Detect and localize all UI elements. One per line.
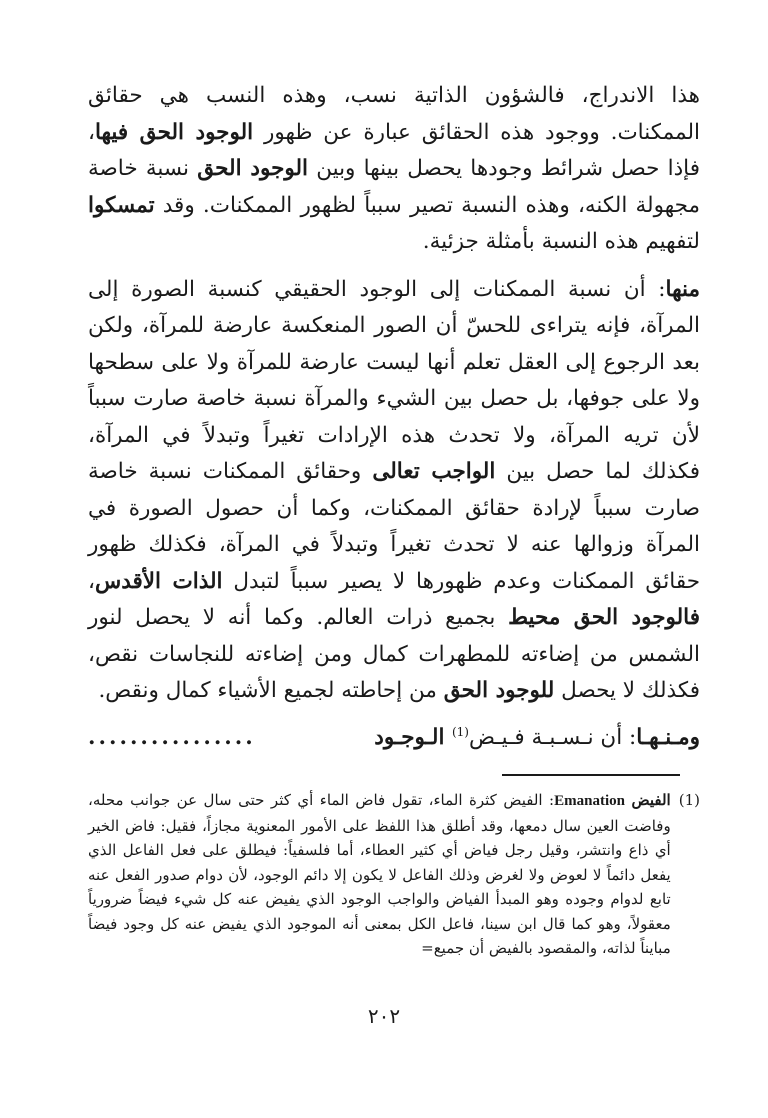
main-text bbox=[88, 78, 700, 756]
trailing-line bbox=[88, 720, 700, 757]
text-run: بجميع ذرات العالم. وكما أنه لا يحصل لنور الشمس من إضاءته للمطهرات كمال ومن إضاءته للنجاسات نقص، فكذلك لا يحصل bbox=[88, 605, 700, 703]
bold-term: الواجب تعالى bbox=[372, 459, 496, 484]
bold-term: الوجود الحق bbox=[197, 156, 309, 181]
text-run: نسبة خاصة مجهولة الكنه، وهذه النسبة تصير سبباً لظهور الممكنات. وقد bbox=[88, 156, 700, 218]
bold-term: ومـنـهـا bbox=[636, 724, 700, 750]
footnote-body bbox=[88, 788, 671, 961]
paragraph-1 bbox=[88, 78, 700, 261]
footnote-term-latin: Emanation bbox=[554, 793, 625, 809]
text-run: ، فإذا حصل شرائط وجودها يحصل بينها وبين bbox=[88, 119, 700, 181]
footnote-text: : الفيض كثرة الماء، تقول فاض الماء أي كثر حتى سال عن جوانب محله، وفاضت العين سال دمعها، وقد أطلق هذا اللفظ على الأمور المعنوية مجازاً، فقيل: فاض الخير أي ذاع وانتشر، وقيل رجل فياض أي كثير العطاء، أما فلسفياً: فيطلق على فعل الفاعل الذي يفعل دائماً لا لعوض ولا لغرض وذلك الفاعل لا يكون إلا دائم الوجود، لأن دوام صدور الفعل عنه تابع لدوام وجوده وهو المبدأ الفياض والواجب الوجود الذي يفيض عنه كل شيء فيضاً ضرورياً معقولاً، وهو كما قال ابن سينا، فاعل الكل بمعنى أنه الموجود الذي يفيض عنه كل وجود فيضاً مبايناً لذاته، والمقصود بالفيض أن جميع= bbox=[88, 791, 671, 957]
text-run: من إحاطته لجميع الأشياء كمال ونقص. bbox=[98, 678, 444, 703]
footnote-term: الفيض bbox=[631, 791, 671, 809]
bold-term: منها bbox=[665, 276, 700, 302]
text-run: لتفهيم هذه النسبة بأمثلة جزئية. bbox=[422, 229, 700, 254]
text-run: وحقائق الممكنات نسبة خاصة صارت سبباً لإرادة حقائق الممكنات، وكما أن حصول الصورة في المرآة وزوالها عنه لا تحدث تغيراً وتبدلاً في المرآة، فكذلك ظهور حقائق الممكنات وعدم ظهورها لا يصير سبباً لتبدل bbox=[88, 459, 700, 594]
bold-term: فالوجود الحق محيط bbox=[508, 605, 700, 630]
bold-term: الذات الأقدس bbox=[94, 568, 223, 594]
footnote-divider bbox=[502, 774, 680, 776]
text-run: : أن نـسـبـة فـيـض bbox=[468, 724, 637, 750]
bold-term: للوجود الحق bbox=[443, 678, 555, 703]
text-run: : أن نسبة الممكنات إلى الوجود الحقيقي كنسبة الصورة إلى المرآة، فإنه يتراءى للحسّ أن الصور المنعكسة عارضة للمرآة، ولكن بعد الرجوع إلى العقل تعلم أنها ليست عارضة للمرآة ولا على سطحها ولا على جوفها، بل حصل بين الشيء والمرآة نسبة خاصة صارت سبباً لأن تريه المرآة، ولا تحدث هذه الإرادات تغيراً وتبدلاً في المرآة، فكذلك لما حصل بين bbox=[88, 276, 700, 484]
trailing-text bbox=[374, 720, 700, 757]
footnote-reference[interactable]: (1) bbox=[451, 724, 469, 739]
bold-term: تمسكوا bbox=[88, 192, 155, 218]
text-run: ، bbox=[88, 568, 95, 594]
paragraph-2 bbox=[88, 272, 700, 710]
text-run: هذا الاندراج، فالشؤون الذاتية نسب، وهذه النسب هي حقائق الممكنات. ووجود هذه الحقائق عبارة عن ظهور bbox=[88, 83, 700, 145]
bold-term: الـوجـود bbox=[374, 724, 452, 750]
bold-term: الوجود الحق فيها bbox=[94, 119, 254, 145]
continuation-dots: ................ bbox=[88, 724, 256, 750]
page-number: ٢٠٢ bbox=[367, 1004, 401, 1028]
footnote bbox=[88, 788, 700, 961]
footnote-marker: (1) bbox=[678, 791, 700, 809]
